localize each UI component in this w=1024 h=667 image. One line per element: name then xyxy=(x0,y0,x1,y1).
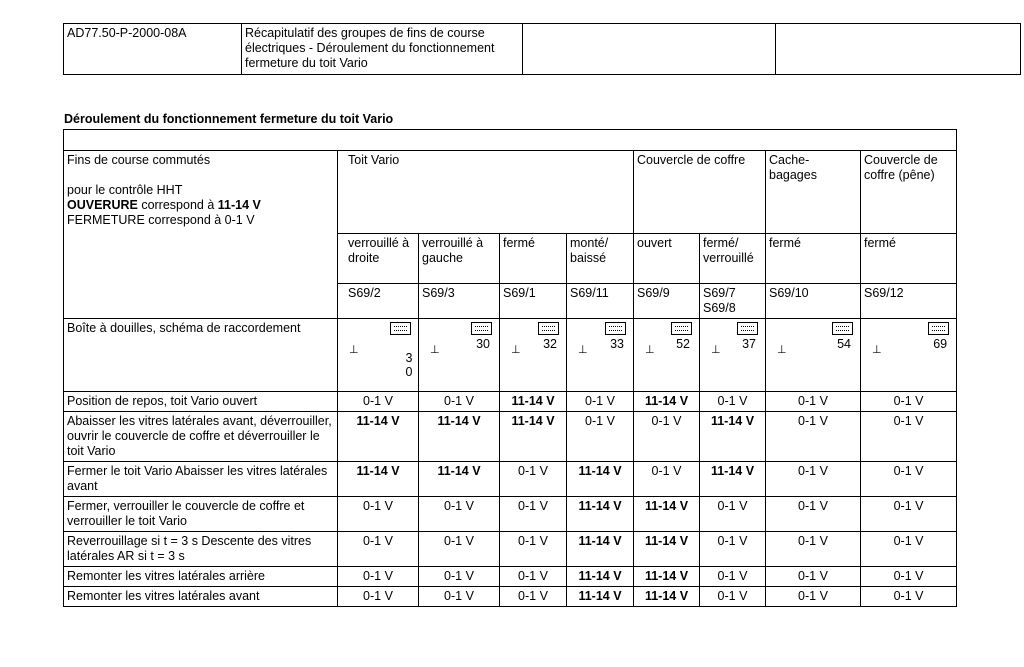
state-cell: fermé xyxy=(766,234,861,284)
voltage-cell: 11-14 V xyxy=(567,532,634,567)
voltage-cell: 0-1 V xyxy=(338,532,419,567)
ground-icon: ⊥ xyxy=(872,344,882,356)
socket-box-icon xyxy=(390,322,411,335)
row-label: Reverrouillage si t = 3 s Descente des vitres latérales AR si t = 3 s xyxy=(64,532,338,567)
voltage-cell: 0-1 V xyxy=(861,532,957,567)
connector-cell xyxy=(634,319,700,392)
table-row xyxy=(64,567,957,587)
connector-cell xyxy=(567,319,634,392)
voltage-cell: 0-1 V xyxy=(861,412,957,462)
voltage-cell: 11-14 V xyxy=(700,412,766,462)
state-cell: ouvert xyxy=(634,234,700,284)
socket-box-icon xyxy=(928,322,949,335)
voltage-cell: 11-14 V xyxy=(500,392,567,412)
pin-number: 32 xyxy=(543,337,557,351)
group-couvercle-pene: Couvercle de coffre (pêne) xyxy=(861,151,957,234)
voltage-cell: 0-1 V xyxy=(766,392,861,412)
intro-line2: pour le contrôle HHT xyxy=(67,183,183,197)
voltage-cell: 11-14 V xyxy=(500,412,567,462)
voltage-cell: 0-1 V xyxy=(861,587,957,607)
socket-box-icon xyxy=(832,322,853,335)
socket-box-icon xyxy=(605,322,626,335)
intro-ouverture: OUVERURE correspond à 11-14 V xyxy=(67,198,261,212)
voltage-cell: 11-14 V xyxy=(567,462,634,497)
document-header-table xyxy=(63,23,1021,75)
connector-label: Boîte à douilles, schéma de raccordement xyxy=(64,319,338,392)
connector-cell xyxy=(861,319,957,392)
row-label: Remonter les vitres latérales arrière xyxy=(64,567,338,587)
voltage-cell: 11-14 V xyxy=(634,532,700,567)
table-row xyxy=(64,532,957,567)
voltage-cell: 0-1 V xyxy=(766,532,861,567)
connector-cell xyxy=(338,319,419,392)
group-couvercle: Couvercle de coffre xyxy=(634,151,766,234)
voltage-cell: 0-1 V xyxy=(567,412,634,462)
voltage-cell: 0-1 V xyxy=(634,412,700,462)
voltage-cell: 0-1 V xyxy=(861,462,957,497)
voltage-cell: 0-1 V xyxy=(419,392,500,412)
socket-box-icon xyxy=(671,322,692,335)
socket-box-icon xyxy=(737,322,758,335)
intro-cell xyxy=(64,151,338,319)
voltage-cell: 11-14 V xyxy=(700,462,766,497)
row-label: Abaisser les vitres latérales avant, déverrouiller, ouvrir le couvercle de coffre et déverrouiller le toit Vario xyxy=(64,412,338,462)
connector-cell xyxy=(700,319,766,392)
intro-fermeture: FERMETURE correspond à 0-1 V xyxy=(67,213,255,227)
pin-number: 54 xyxy=(837,337,851,351)
row-label: Remonter les vitres latérales avant xyxy=(64,587,338,607)
state-cell: fermé/ verrouillé xyxy=(700,234,766,284)
voltage-cell: 0-1 V xyxy=(500,587,567,607)
voltage-cell: 0-1 V xyxy=(861,392,957,412)
voltage-cell: 0-1 V xyxy=(700,587,766,607)
ground-icon: ⊥ xyxy=(777,344,787,356)
intro-line1: Fins de course commutés xyxy=(67,153,211,167)
voltage-cell: 0-1 V xyxy=(338,567,419,587)
table-row xyxy=(64,412,957,462)
ground-icon: ⊥ xyxy=(511,344,521,356)
connector-cell xyxy=(419,319,500,392)
state-cell: verrouillé à droite xyxy=(338,234,419,284)
voltage-cell: 0-1 V xyxy=(500,462,567,497)
socket-box-icon xyxy=(471,322,492,335)
group-toit-vario: Toit Vario xyxy=(338,151,634,234)
switch-id-cell: S69/9 xyxy=(634,284,700,319)
table-row xyxy=(64,587,957,607)
switch-id-cell: S69/11 xyxy=(567,284,634,319)
voltage-cell: 0-1 V xyxy=(766,412,861,462)
voltage-cell: 0-1 V xyxy=(700,567,766,587)
header-empty-cell xyxy=(776,24,1021,75)
state-cell: fermé xyxy=(861,234,957,284)
voltage-cell: 0-1 V xyxy=(338,587,419,607)
pin-number: 37 xyxy=(742,337,756,351)
header-empty-cell xyxy=(523,24,776,75)
switch-table xyxy=(63,129,957,607)
voltage-cell: 0-1 V xyxy=(700,392,766,412)
state-cell: fermé xyxy=(500,234,567,284)
voltage-cell: 11-14 V xyxy=(567,497,634,532)
empty-title-row xyxy=(64,130,957,151)
state-cell: monté/ baissé xyxy=(567,234,634,284)
table-row xyxy=(64,392,957,412)
voltage-cell: 11-14 V xyxy=(567,587,634,607)
voltage-cell: 0-1 V xyxy=(700,497,766,532)
ground-icon: ⊥ xyxy=(349,344,359,356)
switch-id-cell: S69/2 xyxy=(338,284,419,319)
ground-icon: ⊥ xyxy=(645,344,655,356)
voltage-cell: 0-1 V xyxy=(338,392,419,412)
voltage-cell: 11-14 V xyxy=(634,567,700,587)
group-cache: Cache-bagages xyxy=(766,151,861,234)
ground-icon: ⊥ xyxy=(578,344,588,356)
switch-id-cell: S69/10 xyxy=(766,284,861,319)
ground-icon: ⊥ xyxy=(430,344,440,356)
row-label: Fermer, verrouiller le couvercle de coffre et verrouiller le toit Vario xyxy=(64,497,338,532)
voltage-cell: 11-14 V xyxy=(419,412,500,462)
voltage-cell: 0-1 V xyxy=(500,497,567,532)
row-label: Fermer le toit Vario Abaisser les vitres latérales avant xyxy=(64,462,338,497)
voltage-cell: 0-1 V xyxy=(419,587,500,607)
voltage-cell: 11-14 V xyxy=(338,412,419,462)
pin-number: 69 xyxy=(933,337,948,351)
pin-number: 30 xyxy=(405,351,413,379)
connector-cell xyxy=(766,319,861,392)
voltage-cell: 0-1 V xyxy=(861,497,957,532)
voltage-cell: 0-1 V xyxy=(500,567,567,587)
voltage-cell: 0-1 V xyxy=(419,497,500,532)
pin-number: 33 xyxy=(610,337,624,351)
voltage-cell: 0-1 V xyxy=(419,532,500,567)
switch-id-cell: S69/3 xyxy=(419,284,500,319)
pin-number: 52 xyxy=(676,337,690,351)
connector-cell xyxy=(500,319,567,392)
switch-id-cell: S69/7 S69/8 xyxy=(700,284,766,319)
section-title: Déroulement du fonctionnement fermeture du toit Vario xyxy=(64,112,394,126)
ground-icon: ⊥ xyxy=(711,344,721,356)
voltage-cell: 0-1 V xyxy=(567,392,634,412)
voltage-cell: 0-1 V xyxy=(419,567,500,587)
table-row xyxy=(64,462,957,497)
voltage-cell: 0-1 V xyxy=(500,532,567,567)
socket-box-icon xyxy=(538,322,559,335)
document-id: AD77.50-P-2000-08A xyxy=(64,24,242,75)
voltage-cell: 11-14 V xyxy=(338,462,419,497)
voltage-cell: 0-1 V xyxy=(700,532,766,567)
voltage-cell: 0-1 V xyxy=(766,567,861,587)
voltage-cell: 0-1 V xyxy=(861,567,957,587)
voltage-cell: 0-1 V xyxy=(338,497,419,532)
row-label: Position de repos, toit Vario ouvert xyxy=(64,392,338,412)
voltage-cell: 11-14 V xyxy=(634,587,700,607)
voltage-cell: 0-1 V xyxy=(766,497,861,532)
voltage-cell: 0-1 V xyxy=(766,462,861,497)
voltage-cell: 11-14 V xyxy=(634,392,700,412)
table-row xyxy=(64,497,957,532)
voltage-cell: 0-1 V xyxy=(634,462,700,497)
voltage-cell: 11-14 V xyxy=(419,462,500,497)
pin-number: 30 xyxy=(476,337,490,351)
voltage-cell: 0-1 V xyxy=(766,587,861,607)
document-title: Récapitulatif des groupes de fins de course électriques - Déroulement du fonctionnement fermeture du toit Vario xyxy=(242,24,523,75)
voltage-cell: 11-14 V xyxy=(634,497,700,532)
switch-id-cell: S69/1 xyxy=(500,284,567,319)
state-cell: verrouillé à gauche xyxy=(419,234,500,284)
switch-id-cell: S69/12 xyxy=(861,284,957,319)
voltage-cell: 11-14 V xyxy=(567,567,634,587)
